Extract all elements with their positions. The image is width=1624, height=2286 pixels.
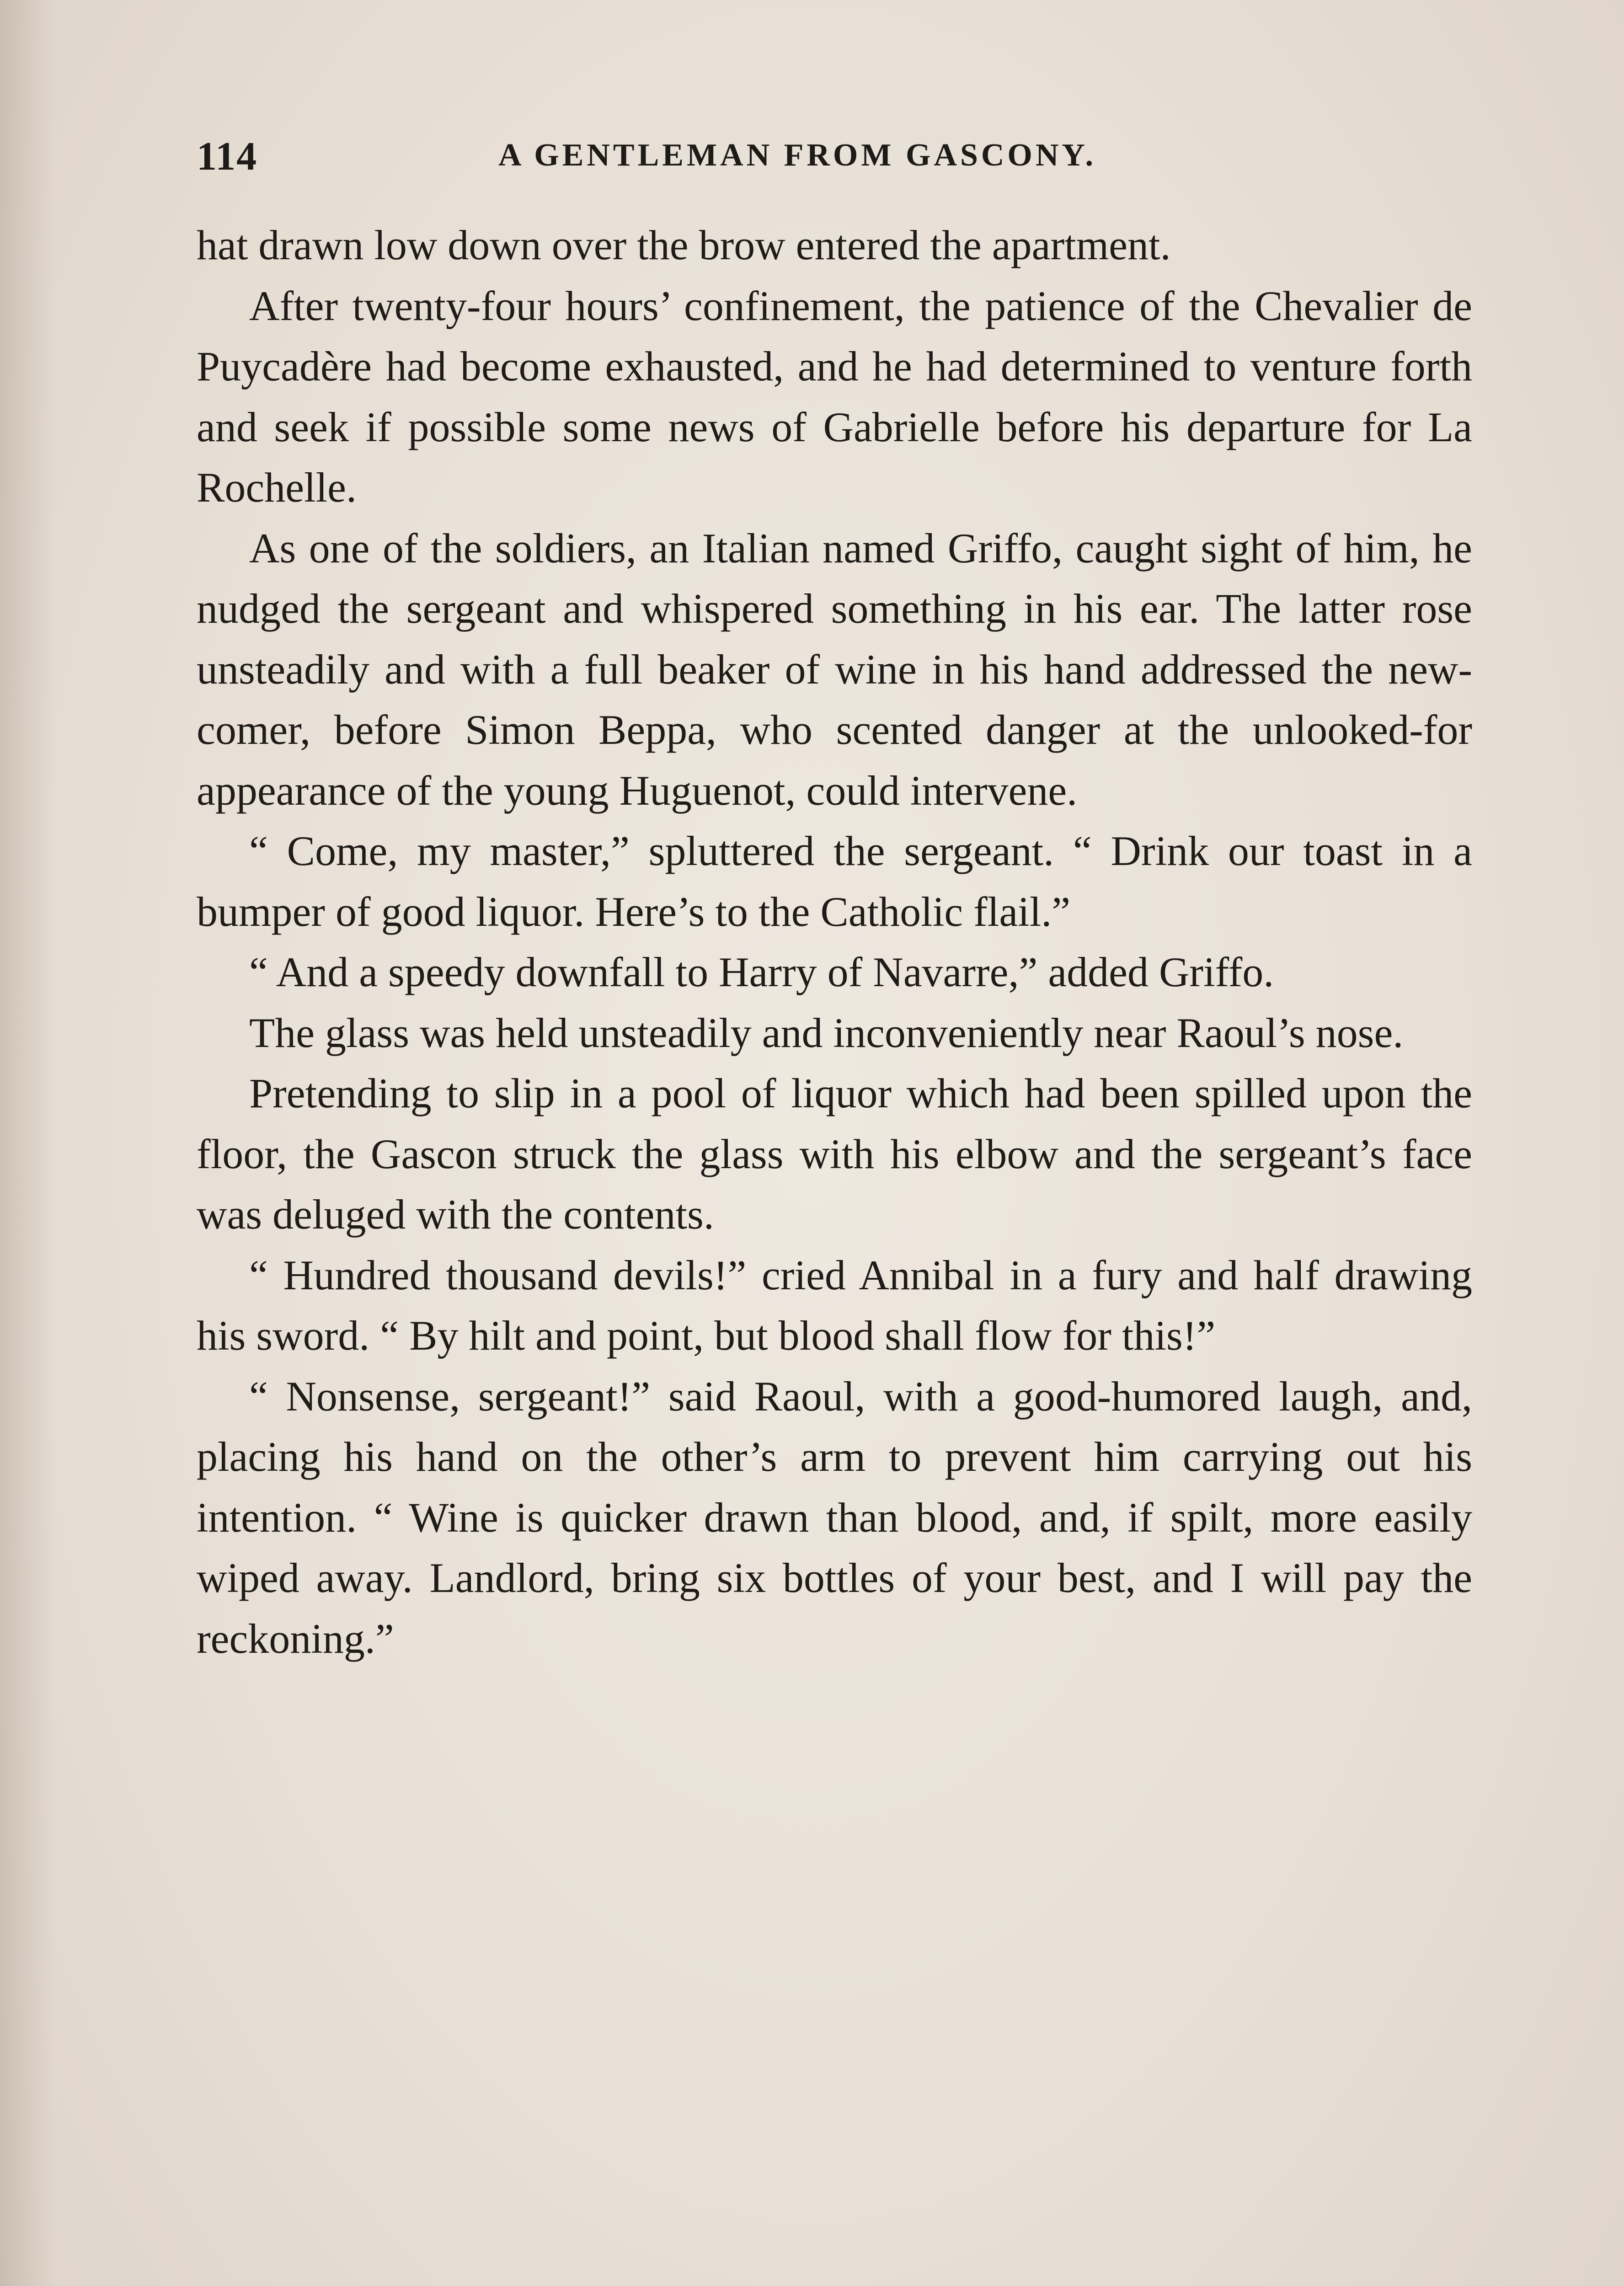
paragraph: Pretending to slip in a pool of liquor which had been spilled upon the floor, the Gascon struck the glass with his elbow and the sergeant’s face was deluged with the contents. xyxy=(197,1070,1472,1238)
running-head: A GENTLEMAN FROM GASCONY. xyxy=(498,138,1097,173)
paragraph: As one of the soldiers, an Italian named Griffo, caught sight of him, he nudged the sergeant and whispered something in his ear. The latter rose unsteadily and with a full beaker of wine in his hand addressed the new-comer, before Simon Beppa, who scented danger at the unlooked-for appearance of the young Huguenot, could intervene. xyxy=(197,524,1472,814)
paragraph: After twenty-four hours’ confinement, the patience of the Chevalier de Puycadère had become exhausted, and he had determined to venture forth and seek if possible some news of Gabrielle before his departure for La Rochelle. xyxy=(197,282,1472,511)
body-text xyxy=(197,215,1472,1669)
paragraph: “ Nonsense, sergeant!” said Raoul, with a good-humored laugh, and, placing his hand on the other’s arm to prevent him carrying out his intention. “ Wine is quicker drawn than blood, and, if spilt, more easily wiped away. Landlord, bring six bottles of your best, and I will pay the reckoning.” xyxy=(197,1373,1472,1662)
paragraph: The glass was held unsteadily and inconveniently near Raoul’s nose. xyxy=(249,1009,1404,1056)
paragraph: hat drawn low down over the brow entered the apartment. xyxy=(197,222,1171,268)
paragraph: “ And a speedy downfall to Harry of Navarre,” added Griffo. xyxy=(249,949,1274,995)
page-header xyxy=(197,134,1477,184)
paragraph: “ Come, my master,” spluttered the sergeant. “ Drink our toast in a bumper of good liquor. Here’s to the Catholic flail.” xyxy=(197,828,1472,935)
page-number: 114 xyxy=(197,134,258,179)
paragraph: “ Hundred thousand devils!” cried Annibal in a fury and half drawing his sword. “ By hilt and point, but blood shall flow for this!” xyxy=(197,1251,1472,1359)
page-gutter-shadow xyxy=(0,0,55,2286)
